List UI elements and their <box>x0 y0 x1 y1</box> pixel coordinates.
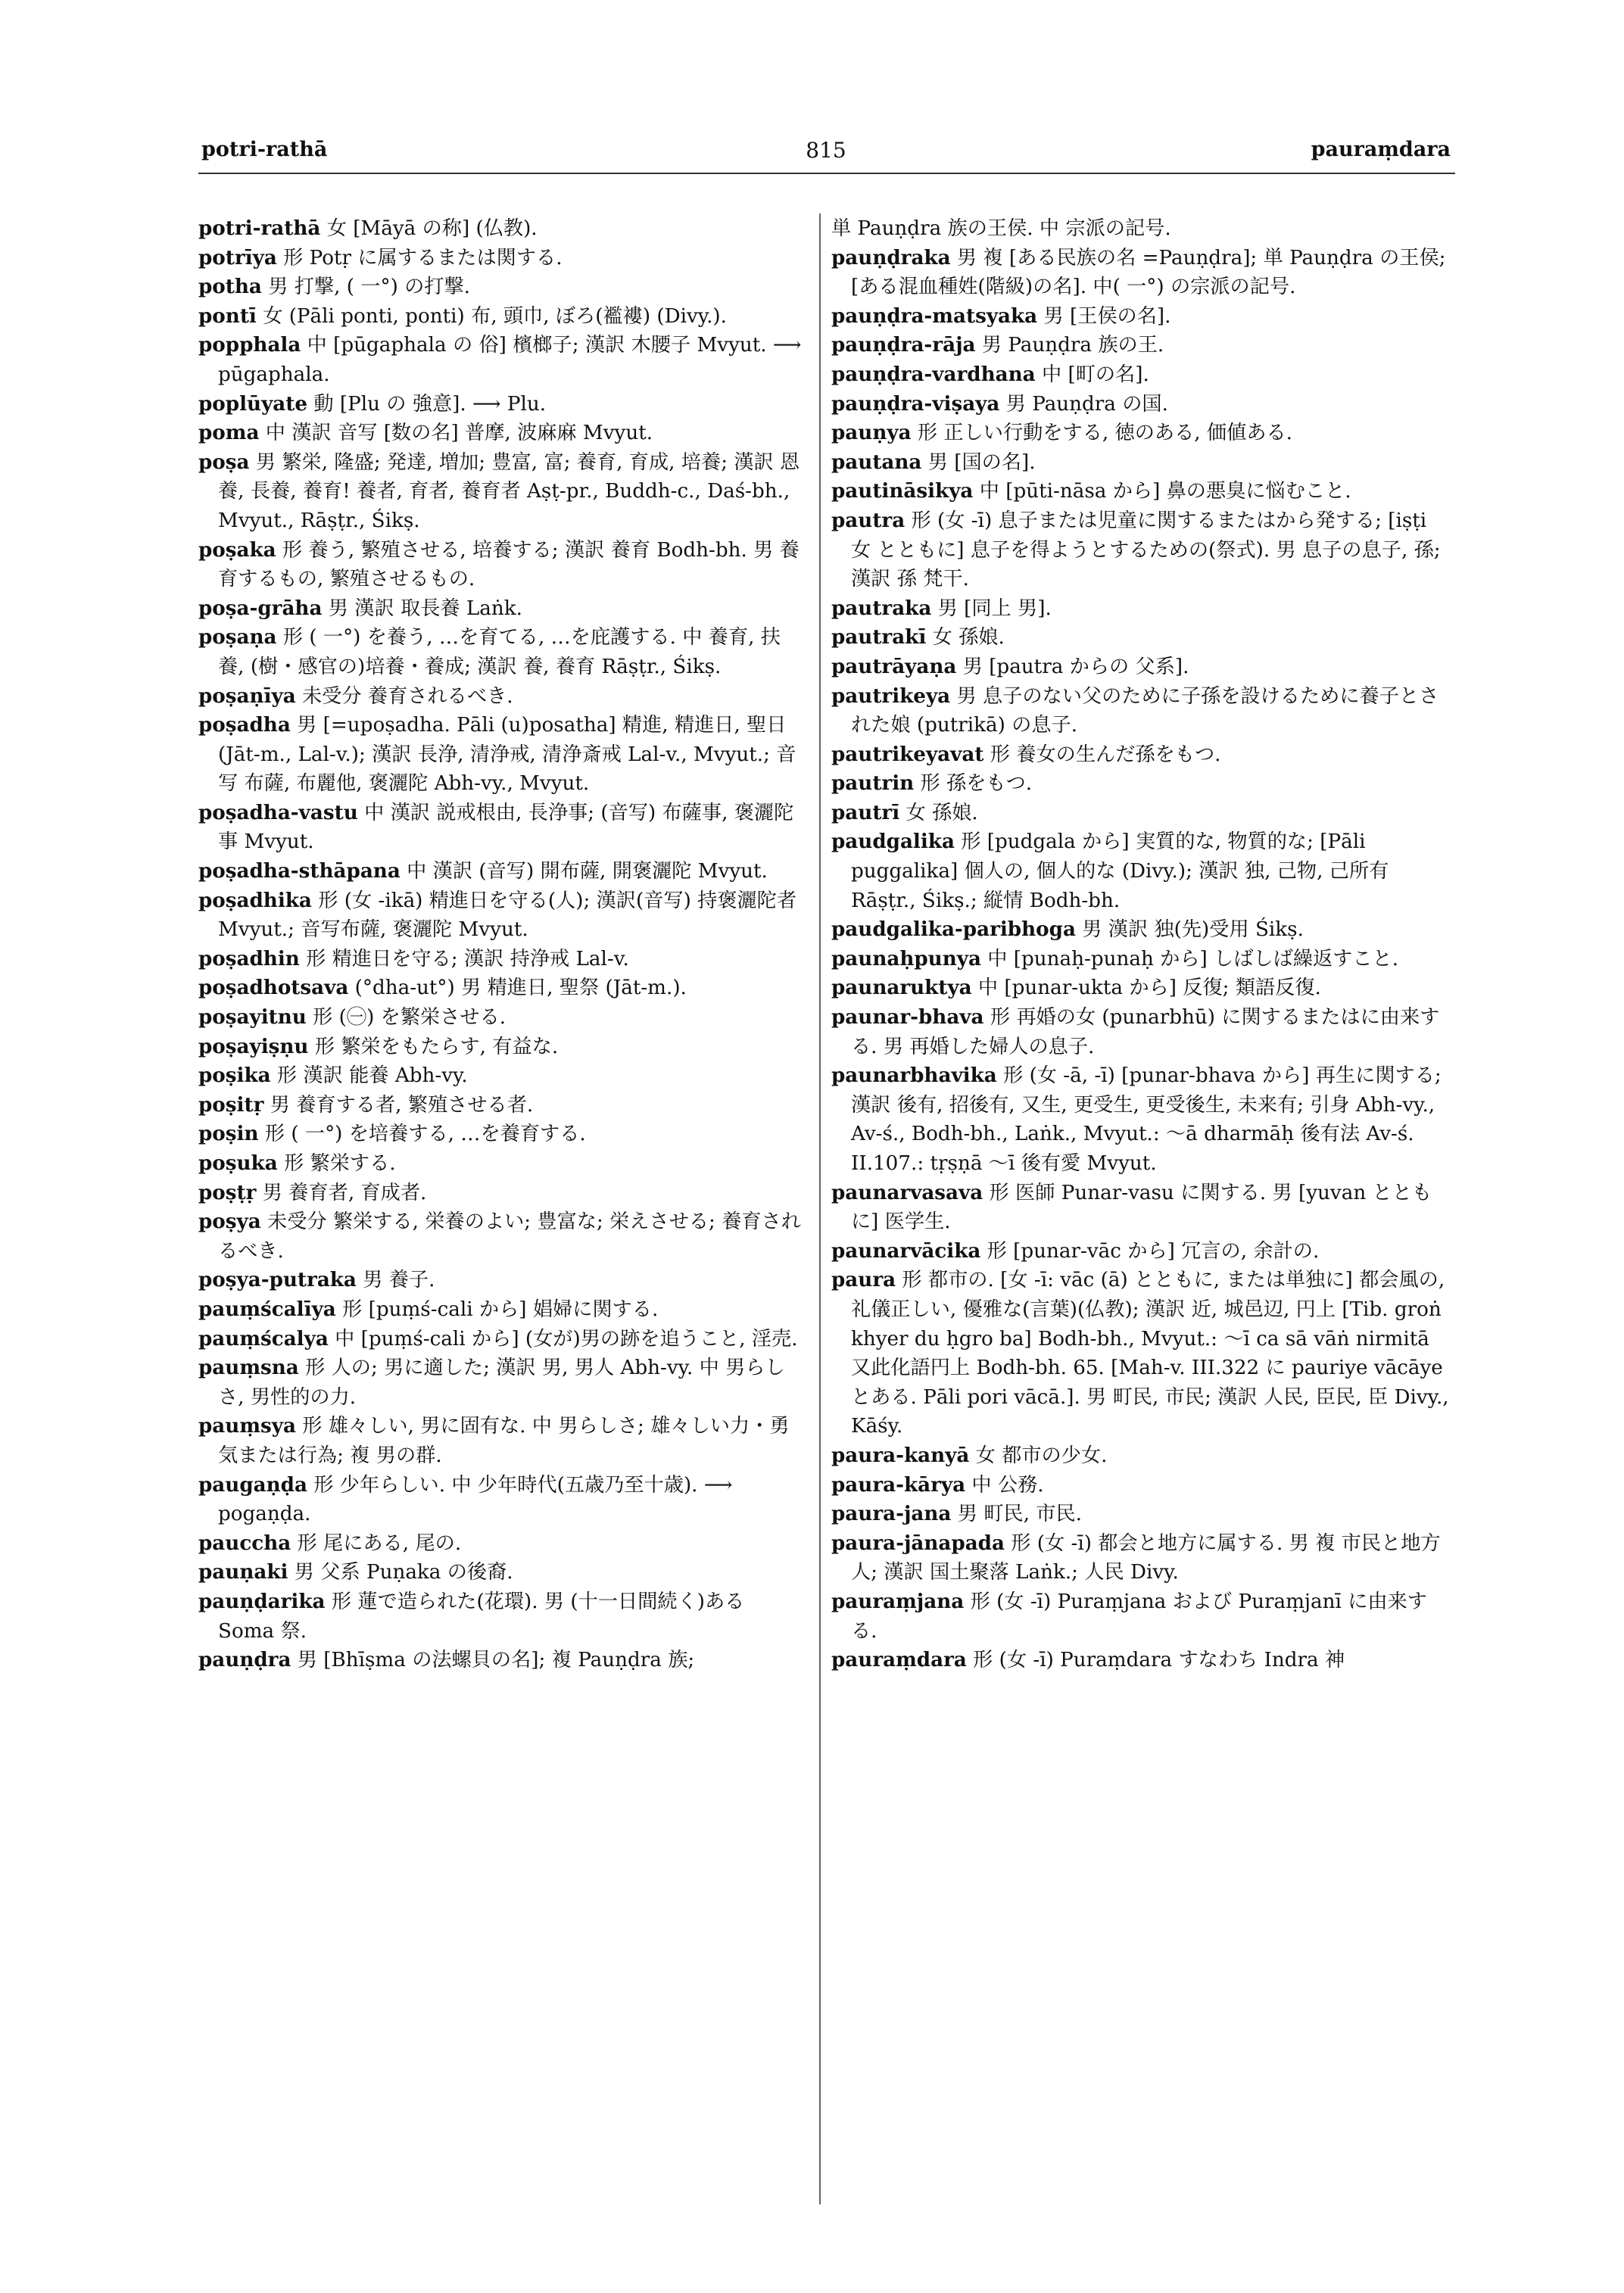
dictionary-entry <box>831 477 1452 506</box>
dictionary-entry <box>198 1266 804 1295</box>
dictionary-entry <box>831 448 1452 478</box>
entry-definition: 中 [町の名]. <box>1041 363 1149 386</box>
entry-definition: 形 医師 Punar-vasu に関する. 男 [yuvan とともに] 医学生. <box>851 1181 1432 1234</box>
entry-headword: pauṃsna <box>198 1356 299 1380</box>
entry-definition: 形 (女 -ī) Puraṃdara すなわち Indra 神 <box>973 1649 1345 1672</box>
entry-definition: 男 養子. <box>363 1269 435 1292</box>
entry-definition: 形 (女 -ā, -ī) [punar-bhava から] 再生に関する; 漢訳 後有, 招後有, 又生, 更受生, 更受後生, 未来有; 引身 Abh-vy., Av-ś., Bodh-bh., Laṅk., Mvyut.: ～ā dharmāḥ 後有法 Av-ś. II.107.: tṛṣṇā ～ī 後有愛 Mvyut. <box>851 1064 1442 1175</box>
dictionary-entry <box>198 1091 804 1120</box>
header-right-guide-word: pauraṃdara <box>1311 138 1451 161</box>
dictionary-entry <box>831 506 1452 594</box>
entry-headword: pauraṃdara <box>831 1648 967 1672</box>
dictionary-entry <box>198 945 804 974</box>
entry-definition: 男 Pauṇḍra の国. <box>1005 392 1168 416</box>
entry-headword: popphala <box>198 333 301 357</box>
dictionary-entry <box>198 711 804 799</box>
entry-headword: pauṇḍra-viṣaya <box>831 391 1000 416</box>
entry-headword: pautrī <box>831 800 900 824</box>
entry-headword: pautana <box>831 450 922 474</box>
entry-definition: 形 養う, 繁殖させる, 培養する; 漢訳 養育 Bodh-bh. 男 養育するもの, 繁殖させるもの. <box>218 538 800 591</box>
dictionary-entry <box>831 594 1452 624</box>
entry-headword: pauṇḍarika <box>198 1589 326 1613</box>
entry-headword: poṣaṇa <box>198 625 277 650</box>
dictionary-entry <box>831 1179 1452 1237</box>
entry-definition: 男 Pauṇḍra 族の王. <box>981 334 1164 357</box>
dictionary-entry <box>831 331 1452 360</box>
entry-headword: pauṃsya <box>198 1414 296 1438</box>
entry-definition: 中 公務. <box>971 1473 1044 1497</box>
entry-definition: 形 ( 一°) を養う, …を育てる, …を庇護する. 中 養育, 扶養, (樹・感官の)培養・養成; 漢訳 養, 養育 Rāṣṭr., Śikṣ. <box>218 626 781 678</box>
entry-definition: 中 漢訳 説戒根由, 長浄事; (音写) 布薩事, 褒灑陀事 Mvyut. <box>218 801 794 854</box>
entry-headword: pautrakī <box>831 625 927 650</box>
dictionary-entry <box>198 1120 804 1149</box>
dictionary-entry <box>198 1207 804 1266</box>
right-column <box>831 214 1452 1675</box>
entry-headword: pauṇḍra-matsyaka <box>831 304 1038 328</box>
entry-headword: paunaruktya <box>831 976 972 1000</box>
entry-definition: 中 [pūti-nāsa から] 鼻の悪臭に悩むこと. <box>979 480 1351 503</box>
page-header <box>201 138 1451 168</box>
entry-definition: 中 漢訳 (音写) 開布薩, 開褒灑陀 Mvyut. <box>407 860 768 883</box>
dictionary-entry <box>198 1149 804 1179</box>
entry-headword: poṣa <box>198 450 250 474</box>
entry-definition: 男 複 [ある民族の名 =Pauṇḍra]; 単 Pauṇḍra の王侯; [ある混血種姓(階級)の名]. 中( 一°) の宗派の記号. <box>851 246 1446 299</box>
dictionary-entry <box>831 360 1452 390</box>
entry-headword: paunarbhavika <box>831 1064 997 1088</box>
entry-headword: pontī <box>198 304 257 328</box>
dictionary-entry <box>831 1587 1452 1646</box>
entry-definition: 形 [punar-vāc から] 冗言の, 余計の. <box>987 1239 1320 1263</box>
entry-headword: paura <box>831 1268 896 1292</box>
entry-definition: 男 漢訳 取長養 Laṅk. <box>328 597 522 620</box>
dictionary-entry <box>198 214 804 244</box>
dictionary-entry <box>831 1266 1452 1441</box>
entry-headword: pauṇḍra-vardhana <box>831 362 1036 386</box>
dictionary-entry <box>198 244 804 273</box>
entry-headword: poṣadhotsava <box>198 976 349 1000</box>
entry-definition: 女 (Pāli ponti, ponti) 布, 頭巾, ぼろ(襤褸) (Divy.). <box>263 304 727 328</box>
dictionary-entry <box>198 273 804 302</box>
entry-headword: poṣadha-sthāpana <box>198 859 401 883</box>
dictionary-entry <box>198 857 804 886</box>
entry-definition: 女 都市の少女. <box>975 1444 1108 1467</box>
dictionary-entry <box>198 682 804 712</box>
entry-headword: paugaṇḍa <box>198 1472 307 1497</box>
entry-headword: pauṇya <box>831 421 912 445</box>
dictionary-entry <box>831 1441 1452 1471</box>
dictionary-entry <box>198 1529 804 1559</box>
entry-headword: poṣadhika <box>198 888 312 912</box>
entry-headword: pauṇḍra <box>198 1648 291 1672</box>
dictionary-entry <box>831 1646 1452 1675</box>
entry-headword: paura-jana <box>831 1502 952 1526</box>
dictionary-entry <box>198 1646 804 1675</box>
dictionary-entry <box>198 974 804 1003</box>
entry-definition: 女 [Māyā の称] (仏教). <box>326 217 538 240</box>
entry-headword: pautināsikya <box>831 479 974 503</box>
entry-definition: 男 [国の名]. <box>927 450 1036 474</box>
entry-headword: pauṇḍraka <box>831 245 951 269</box>
entry-headword: paudgalika <box>831 830 955 854</box>
entry-definition: 形 少年らしい. 中 少年時代(五歳乃至十歳). ⟶ pogaṇḍa. <box>218 1473 733 1526</box>
entry-definition: 形 養女の生んだ孫をもつ. <box>990 743 1221 766</box>
entry-headword: pauraṃjana <box>831 1589 965 1613</box>
dictionary-entry <box>198 331 804 389</box>
entry-definition: 男 繁栄, 隆盛; 発達, 増加; 豊富, 富; 養育, 育成, 培養; 漢訳 恩養, 長養, 養育! 養者, 育者, 養育者 Aṣṭ-pr., Buddh-c., Daś-bh., Mvyut., Rāṣṭr., Śikṣ. <box>218 450 800 532</box>
entry-definition: 男 [Bhīṣma の法螺貝の名]; 複 Pauṇḍra 族; <box>297 1649 695 1672</box>
entry-headword: poṣitṛ <box>198 1092 264 1117</box>
dictionary-entry <box>831 1237 1452 1266</box>
page-number: 815 <box>806 138 846 163</box>
dictionary-entry <box>831 653 1452 682</box>
entry-headword: poṣadha-vastu <box>198 800 358 824</box>
entry-headword: paunar-bhava <box>831 1005 984 1030</box>
entry-headword: poṣayiṣṇu <box>198 1034 309 1058</box>
entry-definition: 形 尾にある, 尾の. <box>297 1531 462 1555</box>
dictionary-entry <box>198 448 804 536</box>
entry-headword: pautrin <box>831 771 915 796</box>
dictionary-entry <box>198 594 804 624</box>
entry-definition: 男 養育する者, 繁殖させる者. <box>270 1093 534 1117</box>
entry-headword: paura-jānapada <box>831 1531 1005 1555</box>
entry-definition: 中 [punar-ukta から] 反復; 類語反復. <box>977 977 1321 1000</box>
dictionary-entry <box>198 1033 804 1062</box>
dictionary-entry <box>198 886 804 945</box>
entry-definition: 男 父系 Puṇaka の後裔. <box>294 1561 513 1584</box>
entry-definition: 未受分 繁栄する, 栄養のよい; 豊富な; 栄えさせる; 養育されるべき. <box>218 1210 801 1263</box>
entry-headword: pauṇḍra-rāja <box>831 333 976 357</box>
dictionary-entry <box>831 945 1452 974</box>
entry-definition: 形 [puṃś-cali から] 娼婦に関する. <box>342 1298 659 1321</box>
entry-definition: 形 (女 -ī) 都会と地方に属する. 男 複 市民と地方人; 漢訳 国土聚落 Laṅk.; 人民 Divy. <box>851 1531 1441 1584</box>
entry-headword: paura-kārya <box>831 1472 966 1497</box>
entry-definition: 男 養育者, 育成者. <box>262 1181 427 1204</box>
dictionary-entry <box>198 390 804 419</box>
header-rule <box>198 173 1455 174</box>
entry-definition: 未受分 養育されるべき. <box>302 684 513 708</box>
entry-headword: pauṃścalya <box>198 1326 329 1351</box>
entry-definition: 男 息子のない父のために子孫を設けるために養子とされた娘 (putrikā) の息子. <box>851 684 1439 737</box>
entry-definition: 中 漢訳 音写 [数の名] 普摩, 波麻麻 Mvyut. <box>265 422 653 445</box>
dictionary-entry <box>198 1003 804 1033</box>
entry-headword: pautrāyaṇa <box>831 654 957 678</box>
dictionary-entry <box>198 1295 804 1325</box>
dictionary-entry <box>831 769 1452 799</box>
column-divider <box>819 213 821 2204</box>
entry-headword: poṣṭṛ <box>198 1180 257 1204</box>
dictionary-entry <box>198 1412 804 1470</box>
entry-headword: paunarvasava <box>831 1180 983 1204</box>
entry-definition: 形 Potṛ に属するまたは関する. <box>283 246 563 269</box>
entry-headword: poṣuka <box>198 1151 278 1175</box>
dictionary-entry <box>198 1354 804 1412</box>
dictionary-entry <box>831 682 1452 740</box>
entry-definition: 形 漢訳 能養 Abh-vy. <box>276 1064 468 1088</box>
entry-definition: 形 (女 -ī) 息子または児童に関するまたはから発する; [iṣṭi 女 とともに] 息子を得ようとするための(祭式). 男 息子の息子, 孫; 漢訳 孫 梵干. <box>851 509 1441 591</box>
dictionary-entry <box>831 827 1452 915</box>
entry-headword: poṣika <box>198 1064 271 1088</box>
entry-definition: 中 [pūgaphala の 俗] 檳榔子; 漢訳 木腰子 Mvyut. ⟶ pūgaphala. <box>218 334 802 386</box>
dictionary-entry <box>831 419 1452 448</box>
dictionary-entry <box>831 799 1452 828</box>
entry-definition: 形 (女 -ikā) 精進日を守る(人); 漢訳(音写) 持褒灑陀者 Mvyut.; 音写布薩, 褒灑陀 Mvyut. <box>218 889 797 942</box>
entry-definition: 形 人の; 男に適した; 漢訳 男, 男人 Abh-vy. 中 男らしさ, 男性的の力. <box>218 1357 785 1409</box>
dictionary-entry <box>198 536 804 594</box>
entry-definition: 女 孫娘. <box>932 626 1005 650</box>
entry-definition: 男 [pautra からの 父系]. <box>962 655 1189 678</box>
entry-headword: pauṇaki <box>198 1560 288 1584</box>
dictionary-entry <box>831 1003 1452 1061</box>
entry-headword: poṣa-grāha <box>198 596 323 620</box>
entry-headword: poṣadhin <box>198 946 300 970</box>
entry-definition: 動 [Plu の 強意]. ⟶ Plu. <box>313 392 547 416</box>
dictionary-entry <box>831 974 1452 1003</box>
dictionary-entry <box>198 1471 804 1529</box>
entry-headword: poṣayitnu <box>198 1005 307 1030</box>
dictionary-entry <box>198 623 804 681</box>
entry-definition: 形 孫をもつ. <box>920 772 1033 796</box>
entry-headword: poṣya-putraka <box>198 1268 357 1292</box>
entry-headword: pautraka <box>831 596 932 620</box>
entry-definition: (°dha-ut°) 男 精進日, 聖祭 (Jāt-m.). <box>354 977 687 1000</box>
entry-definition: 形 再婚の女 (punarbhū) に関するまたはに由来する. 男 再婚した婦人の息子. <box>851 1006 1440 1058</box>
dictionary-entry <box>198 1179 804 1208</box>
dictionary-entry <box>198 419 804 448</box>
entry-definition: 男 漢訳 独(先)受用 Śikṣ. <box>1082 918 1304 942</box>
entry-headword: poṣadha <box>198 713 291 737</box>
left-column <box>198 214 804 1675</box>
entry-headword: poṣaka <box>198 537 276 562</box>
entry-definition: 形 ( 一°) を培養する, …を養育する. <box>264 1123 586 1146</box>
entry-headword: pautra <box>831 508 906 532</box>
entry-definition: 男 [王侯の名]. <box>1043 304 1171 328</box>
entry-headword: pauccha <box>198 1531 291 1555</box>
dictionary-entry <box>198 1061 804 1091</box>
dictionary-entry <box>831 390 1452 419</box>
entry-definition: 形 [pudgala から] 実質的な, 物質的な; [Pāli puggalika] 個人の, 個人的な (Divy.); 漢訳 独, 己物, 己所有 Rāṣṭr., Śikṣ.; 縦情 Bodh-bh. <box>851 830 1389 912</box>
entry-definition: 形 正しい行動をする, 徳のある, 価値ある. <box>917 422 1293 445</box>
entry-definition: 男 打撃, ( 一°) の打撃. <box>268 276 471 299</box>
entry-headword: poma <box>198 421 260 445</box>
entry-headword: potrīya <box>198 245 277 269</box>
dictionary-entry <box>198 1558 804 1587</box>
entry-definition: 形 (女 -ī) Puraṃjana および Puraṃjanī に由来する. <box>851 1590 1427 1643</box>
dictionary-entry <box>198 799 804 857</box>
entry-headword: pauṃścalīya <box>198 1297 336 1321</box>
dictionary-entry <box>831 915 1452 945</box>
dictionary-entry <box>831 1061 1452 1178</box>
entry-headword: paudgalika-paribhoga <box>831 918 1076 942</box>
header-left-guide-word: potri-rathā <box>201 138 328 161</box>
entry-definition: 中 [punaḥ-punaḥ から] しばしば繰返すこと. <box>987 947 1399 970</box>
dictionary-entry <box>831 302 1452 332</box>
entry-headword: pautrikeyavat <box>831 742 984 766</box>
entry-headword: potha <box>198 275 262 299</box>
entry-definition: 形 繁栄をもたらす, 有益な. <box>314 1035 559 1058</box>
entry-headword: poṣaṇīya <box>198 684 296 708</box>
dictionary-entry <box>198 1325 804 1354</box>
dictionary-entry <box>198 302 804 332</box>
entry-definition: 形 精進日を守る; 漢訳 持浄戒 Lal-v. <box>306 947 629 970</box>
dictionary-entry <box>831 244 1452 302</box>
dictionary-entry <box>831 740 1452 770</box>
entry-headword: paura-kanyā <box>831 1443 970 1467</box>
entry-definition: 女 孫娘. <box>906 801 978 824</box>
entry-definition: 形 繁栄する. <box>284 1152 396 1175</box>
dictionary-entry <box>831 1529 1452 1587</box>
entry-headword: paunarvācika <box>831 1238 981 1263</box>
entry-headword: pautrikeya <box>831 684 951 708</box>
entry-headword: poṣya <box>198 1210 261 1234</box>
entry-definition: 形 雄々しい, 男に固有な. 中 男らしさ; 雄々しい力・勇気または行為; 複 男の群. <box>218 1415 790 1467</box>
entry-headword: poṣin <box>198 1122 259 1146</box>
dictionary-entry <box>831 1471 1452 1500</box>
entry-definition: 男 [=upoṣadha. Pāli (u)posatha] 精進, 精進日, 聖日 (Jāt-m., Lal-v.); 漢訳 長浄, 清浄戒, 清浄斎戒 Lal-v., Mvyut.; 音写 布薩, 布麗他, 褒灑陀 Abh-vy., Mvyut. <box>218 714 796 796</box>
entry-definition: 単 Pauṇḍra 族の王侯. 中 宗派の記号. <box>831 217 1171 240</box>
entry-definition: 男 町民, 市民. <box>957 1503 1082 1526</box>
entry-headword: potri-rathā <box>198 217 321 240</box>
entry-headword: paunaḥpunya <box>831 946 981 970</box>
dictionary-entry <box>198 1587 804 1646</box>
entry-definition: 形 蓮で造られた(花環). 男 (十一日間続く)ある Soma 祭. <box>218 1590 745 1643</box>
entry-headword: poplūyate <box>198 391 308 416</box>
entry-definition: 形 (㊀) を繁栄させる. <box>313 1006 507 1030</box>
dictionary-entry <box>831 623 1452 653</box>
dictionary-entry <box>831 214 1452 244</box>
dictionary-entry <box>831 1500 1452 1529</box>
entry-definition: 形 都市の. [女 -ī: vāc (ā) とともに, または単独に] 都会風の, 礼儀正しい, 優雅な(言葉)(仏教); 漢訳 近, 城邑辺, 円上 [Tib. groṅ khyer du ḥgro ba] Bodh-bh., Mvyut.: ～ī ca sā vāṅ nirmitā 又此化語円上 Bodh-bh. 65. [Mah-v. III.322 に pauriye vācāye とある. Pāli pori vācā.]. 男 町民, 市民; 漢訳 人民, 臣民, 臣 Divy., Kāśy. <box>851 1269 1449 1438</box>
entry-definition: 男 [同上 男]. <box>937 597 1052 620</box>
entry-definition: 中 [puṃś-cali から] (女が)男の跡を追うこと, 淫売. <box>335 1327 798 1351</box>
